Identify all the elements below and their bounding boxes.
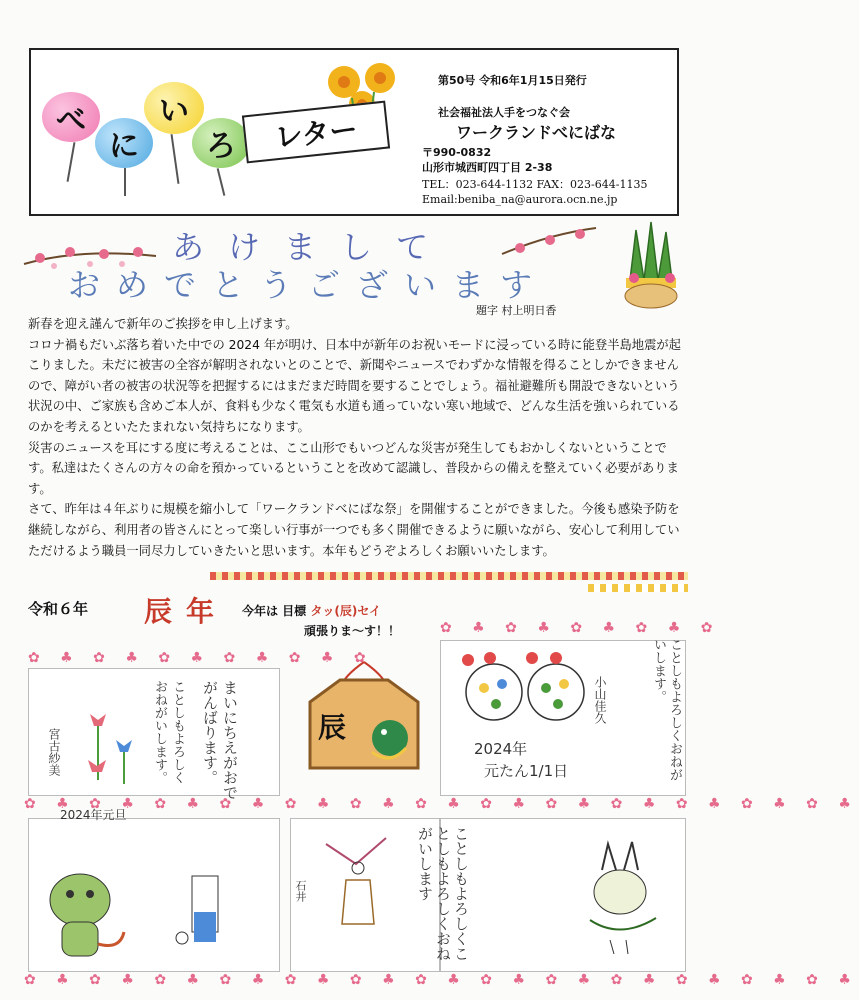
message-paragraph: 新春を迎え謹んで新年のご挨拶を申し上げます。 [28,317,298,331]
flower-border: ✿ ♣ ✿ ♣ ✿ ♣ ✿ ♣ ✿ ♣ ✿ ♣ ✿ ♣ ✿ ♣ ✿ ♣ ✿ ♣ ✿ ♣ ✿ ♣ ✿ ♣ [24,796,859,812]
decorative-band [588,584,688,592]
plum-branch-icon [500,224,600,264]
year-label: 令和６年 [28,600,89,618]
message-paragraph: 災害のニュースを耳にする度に考えることは、ここ山形でもいつどんな災害が発生してもおかしくないということです。私達はたくさんの方々の命を預かっているということを改めて認識し、普段からの備えを整えていく必要があります。 [28,440,679,496]
card-6-message: ことしもよろしくことしもよろしくおねがいします [416,826,470,961]
goal-line-2: 頑張りま～す！！ [304,624,401,638]
logo-char-2: に [109,129,139,164]
card-4-date-year: 2024年 [474,740,528,758]
card-4-name: 小山佳久 [593,676,607,724]
rabbit-drawing-icon [580,840,670,960]
figure-drawing-icon [172,872,242,962]
logo-balloon-4 [192,118,250,168]
card-1-message: ことしもよろしくおねがいします。 [152,680,185,784]
zodiac-title: 辰年 [144,595,229,628]
flower-border: ✿ ♣ ✿ ♣ ✿ ♣ ✿ ♣ ✿ [440,620,721,636]
logo-char-1: べ [56,103,86,138]
balloon-string [124,168,126,196]
postal-code: 〒990-0832 [422,146,492,159]
greeting-line-1: あけまして [172,228,453,266]
tulip-icon [84,700,138,790]
org-name: ワークランドべにばな [456,123,617,142]
goal-prefix: 今年は 目標 [242,604,311,618]
figure-drawing-icon [316,824,406,944]
address: 山形市城西町四丁目 2-38 [422,161,553,174]
message-paragraph: コロナ禍もだいぶ落ち着いた中での 2024 年が明け、日本中が新年のお祝いモードに浸っている時に能登半島地震が起こりました。未だに被害の全容が解明されないとのことで、新聞やニュースでわずかな情報を得ることしかできませんので、障がい者の被害の状況等を把握するにはまだまだ時間を要することでしょう。福祉避難所も開設できないという状況の中、ご家族も含めご本人が、食料も少なく電気も水道も通っていない寒い地域で、どんな生活を強いられているのかを考えるといたたまれない気持ちになります。 [28,337,681,434]
goal-pun: タッ(辰)セイ [310,604,381,618]
card-2-message: まいにちえがおでがんばります。 [201,680,239,800]
flower-border: ✿ ♣ ✿ ♣ ✿ ♣ ✿ ♣ ✿ ♣ ✿ ♣ ✿ ♣ ✿ ♣ ✿ ♣ ✿ ♣ ✿ ♣ ✿ ♣ ✿ ♣ [24,972,859,988]
new-year-message [28,314,684,561]
snowballs-icon [460,648,590,728]
card-1-name: 宮古紗美 [47,728,61,776]
logo-balloon-3 [144,82,204,134]
logo-char-3: い [159,94,189,129]
calligrapher-credit: 題字 村上明日香 [476,304,557,317]
message-paragraph: さて、昨年は４年ぶりに規模を縮小して「ワークランドべにばな祭」を開催することができました。今後も感染予防を継続しながら、利用者の皆さんにとって楽しい行事が一つでも多く開催できるように願いながら、安心して利用していただけるよう職員一同尽力していきたいと思います。本年もどうぞよろしくお願いいたします。 [28,502,680,558]
org-type: 社会福祉法人手をつなぐ会 [438,106,570,119]
greeting-line-2 [68,260,548,306]
flower-border: ✿ ♣ ✿ ♣ ✿ ♣ ✿ ♣ ✿ ♣ ✿ [28,650,374,666]
logo-balloon-2 [95,118,153,168]
card-4-date-day: 元たん1/1日 [484,762,569,780]
logo-banner: レター [242,101,390,164]
tel-fax: TEL：023-644-1132 FAX：023-644-1135 [422,178,648,191]
logo-char-4: ろ [206,129,236,164]
ema-character: 辰 [318,711,347,744]
goal-line [242,602,381,619]
card-4-message: ことしもよろしくおねがいします。 [651,638,682,781]
dragon-drawing-icon [40,856,130,966]
kadomatsu-icon [616,220,686,310]
logo-balloon-1 [42,92,100,142]
card-1-date: 2024年元旦 [60,808,127,822]
email: Email:beniba_na@aurora.ocn.ne.jp [422,193,618,206]
card-6-name: 石井 [294,880,307,902]
decorative-band [210,572,688,580]
issue-line: 第50号 令和6年1月15日発行 [438,74,587,87]
greeting-line-2-text: おめでとうございます [68,266,549,304]
